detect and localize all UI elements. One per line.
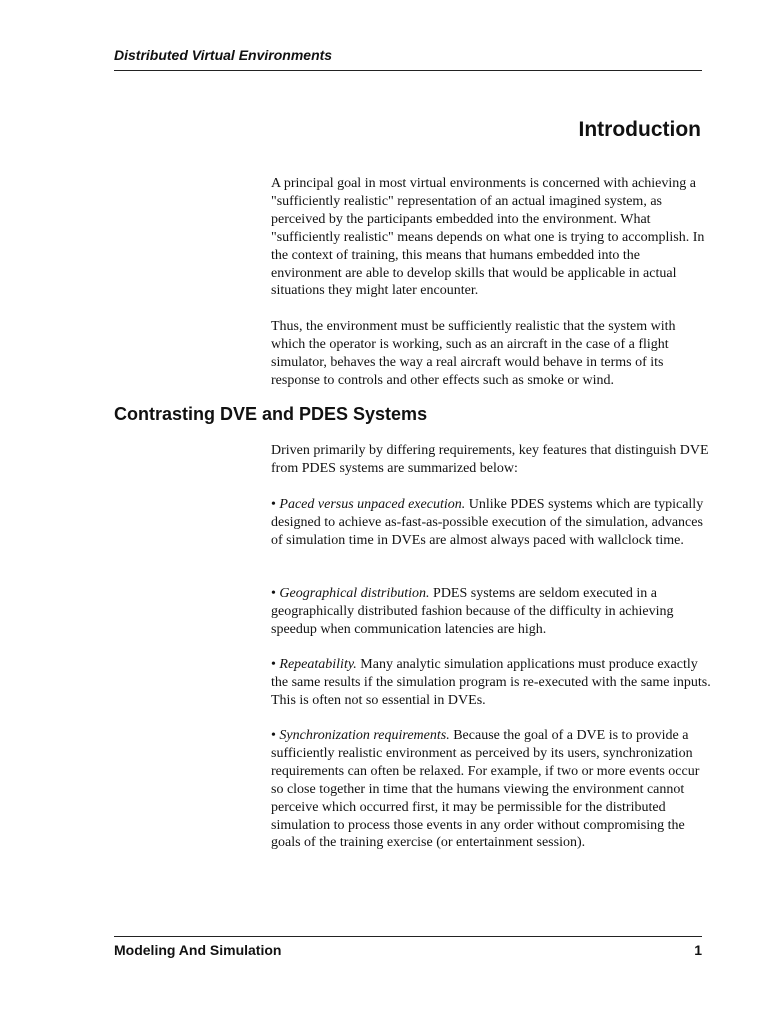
- running-header: [114, 46, 702, 71]
- bullet-marker: •: [271, 586, 276, 601]
- intro-paragraph-1: A principal goal in most virtual environments is concerned with achieving a "sufficiently realistic" representation of an actual imagined system, as perceived by the participants embedded into the environment. What "sufficiently realistic" means depends on what one is trying to accomplish. In the context of training, this means that humans embedded into the environment are able to develop skills that would be applicable in actual situations they might later encounter.: [271, 176, 705, 299]
- feature-text: PDES systems are seldom executed in a geographically distributed fashion because of the difficulty in achieving speedup when communication latencies are high.: [271, 586, 674, 637]
- feature-repeatability: [271, 656, 711, 710]
- section-lead-paragraph: Driven primarily by differing requirements, key features that distinguish DVE from PDES systems are summarized below:: [271, 443, 709, 476]
- chapter-title: Introduction: [578, 118, 701, 141]
- feature-term: Paced versus unpaced execution.: [279, 497, 466, 512]
- running-header-title: Distributed Virtual Environments: [114, 47, 333, 63]
- feature-text: Because the goal of a DVE is to provide a sufficiently realistic environment as perceived by its users, synchronization requirements can often be relaxed. For example, if two or more events occur so close together in time that the humans viewing the environment cannot perceive which occurred first, it may be permissible for the distributed simulation to process those events in any order without compromising the goals of the training exercise (or entertainment session).: [271, 728, 700, 851]
- feature-text: Unlike PDES systems which are typically designed to achieve as-fast-as-possible execution of the simulation, advances of simulation time in DVEs are almost always paced with wallclock time.: [271, 497, 704, 548]
- bullet-marker: •: [271, 497, 276, 512]
- feature-term: Repeatability.: [279, 657, 357, 672]
- feature-synchronization-requirements: [271, 727, 711, 852]
- intro-paragraph-2: Thus, the environment must be sufficiently realistic that the system with which the operator is working, such as an aircraft in the case of a flight simulator, behaves the way a real aircraft would behave in terms of its response to controls and other effects such as smoke or wind.: [271, 319, 676, 388]
- section-title: Contrasting DVE and PDES Systems: [114, 404, 428, 424]
- feature-term: Geographical distribution.: [279, 586, 430, 601]
- footer-book-title: Modeling And Simulation: [114, 942, 282, 958]
- feature-paced-execution: [271, 496, 711, 550]
- running-footer: [114, 936, 702, 959]
- feature-term: Synchronization requirements.: [279, 728, 450, 743]
- feature-geographical-distribution: [271, 585, 711, 639]
- bullet-marker: •: [271, 657, 276, 672]
- bullet-marker: •: [271, 728, 276, 743]
- feature-text: Many analytic simulation applications must produce exactly the same results if the simulation program is re-executed with the same inputs. This is often not so essential in DVEs.: [271, 657, 711, 708]
- page-number: 1: [694, 942, 702, 958]
